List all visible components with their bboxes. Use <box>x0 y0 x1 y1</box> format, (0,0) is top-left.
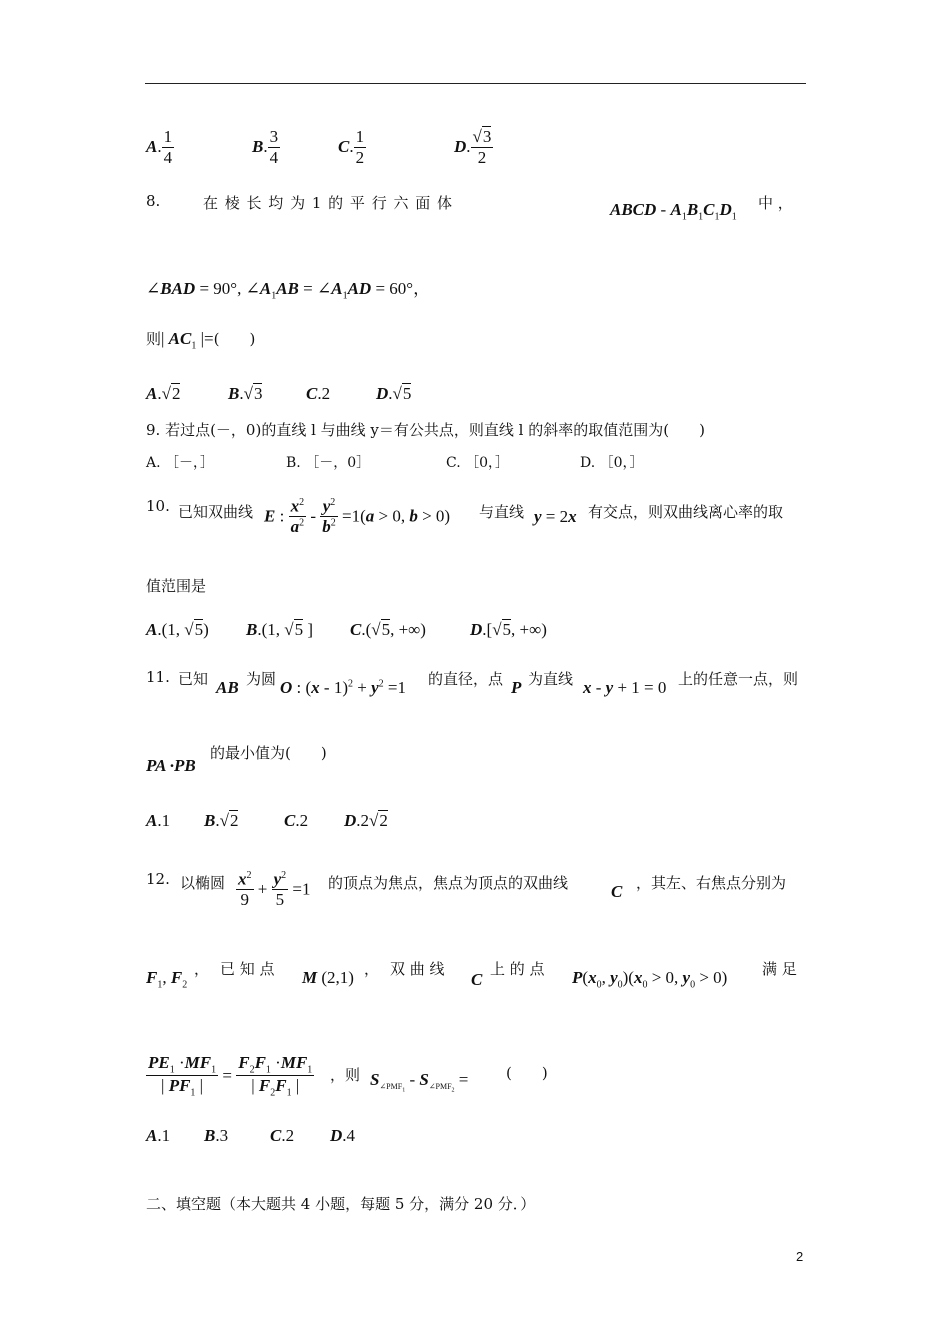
q10-line1: 10. 已知双曲线 E : $\frac{x^2}{a^2}$ - $\frac{y^2}{b^2}$ =1(a > 0, b > 0) 与直线 y = 2x 有交点，则双曲线离心率的取 <box>146 496 784 537</box>
q8-line1: 8. 在 棱 长 均 为 1 的 平 行 六 面 体 ABCD - $A_1B_1C_1D_1$ 中 ， <box>146 192 793 223</box>
q8-conditions: ∠BAD = 90°, $\angle A_1AB$ = $\angle A_1AD = 60^\circ$， <box>146 279 431 302</box>
q11-line1: 11. 已知 AB 为圆 O : $(x - 1)^2 + y^2 =1$ 的直径，点 P 为直线 x - y + 1 = 0 上的任意一点，则 <box>146 668 799 697</box>
q8-ask: 则| $AC_1$ |=( ) <box>146 329 256 352</box>
q10-line2: 值范围是 <box>146 577 207 595</box>
header-rule <box>145 83 806 84</box>
q9-question: 9. 若过点(－，0)的直线 l 与曲线 y＝有公共点，则直线 l 的斜率的取值范围为( ) <box>146 421 705 439</box>
section-2-heading: 二、填空题（本大题共 4 小题，每题 5 分，满分 20 分．） <box>146 1195 536 1213</box>
q12-line1: 12. 以椭圆 $\frac{x^2}{9}$ + $\frac{y^2}{5}$ =1 的顶点为焦点，焦点为顶点的双曲线 C ，其左、右焦点分别为 <box>146 869 787 910</box>
page-number: 2 <box>796 1249 804 1264</box>
